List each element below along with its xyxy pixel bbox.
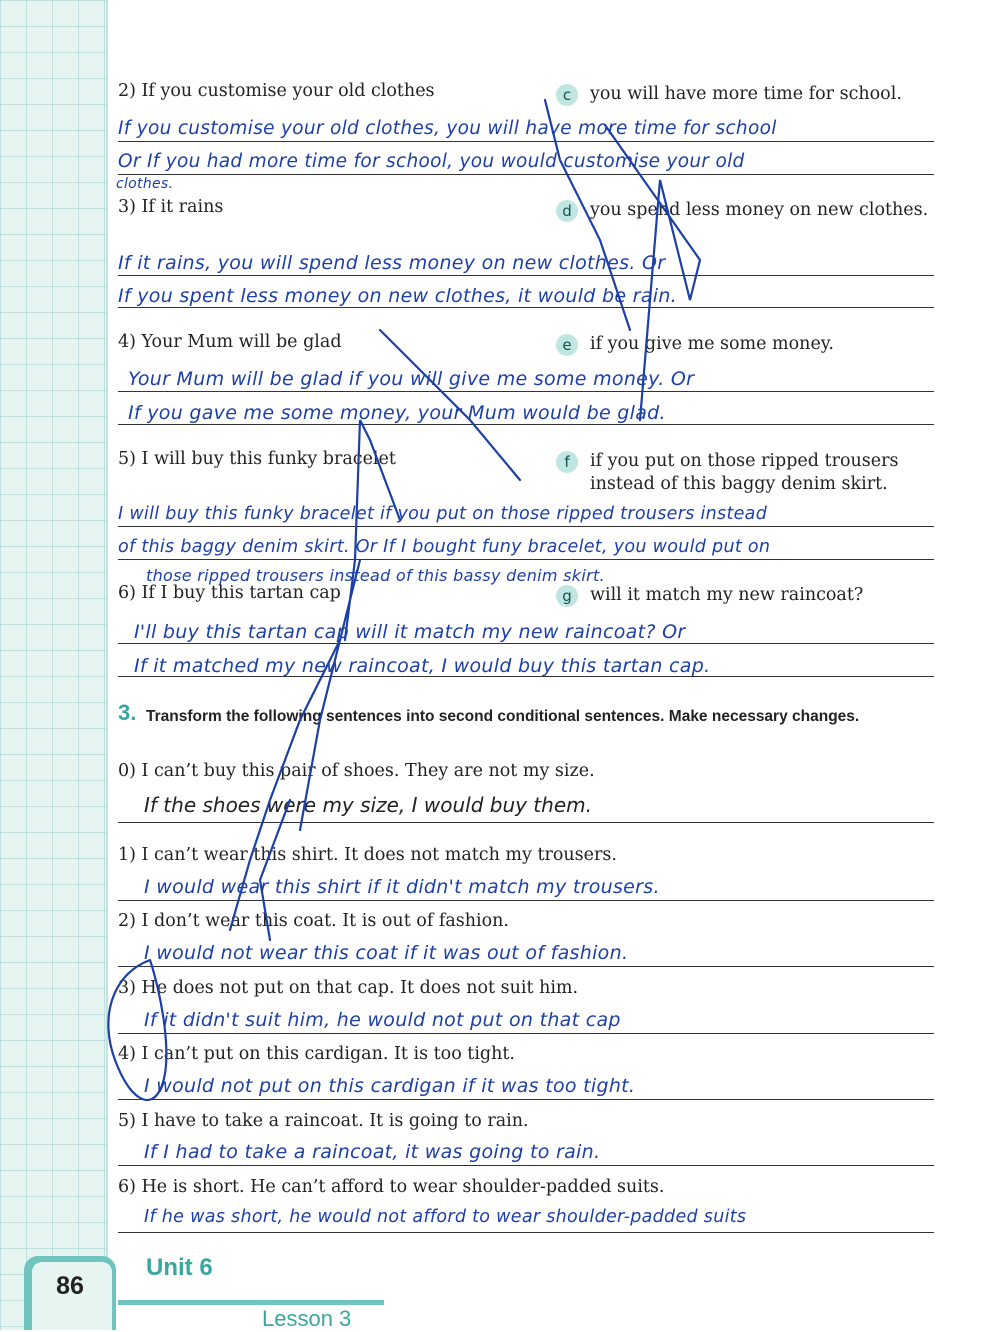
lesson-label: Lesson 3	[262, 1306, 352, 1331]
answer-rule	[118, 1165, 934, 1166]
handwritten-answer: Your Mum will be glad if you will give me some money. Or	[128, 368, 695, 390]
answer-rule	[118, 275, 934, 276]
handwritten-answer: of this baggy denim skirt. Or If I bought funy bracelet, you would put on	[118, 537, 771, 557]
handwritten-answer: Or If you had more time for school, you would customise your old	[118, 151, 745, 172]
option-e-badge: e	[556, 334, 578, 356]
option-d-text: you spend less money on new clothes.	[590, 200, 929, 220]
answer-rule	[118, 1033, 934, 1034]
task3-item-1-prompt: 1) I can’t wear this shirt. It does not match my trousers.	[118, 845, 617, 865]
handwritten-answer: I'll buy this tartan cap will it match my new raincoat? Or	[134, 621, 686, 643]
handwritten-answer: I will buy this funky bracelet if you put on those ripped trousers instead	[118, 504, 768, 524]
item-4-prompt: 4) Your Mum will be glad	[118, 332, 342, 352]
handwritten-answer: I would wear this shirt if it didn't match my trousers.	[144, 876, 660, 898]
option-c-badge: c	[556, 84, 578, 106]
item-3-prompt: 3) If it rains	[118, 197, 224, 217]
task3-item-4-prompt: 4) I can’t put on this cardigan. It is too tight.	[118, 1044, 515, 1064]
unit-divider	[118, 1300, 384, 1305]
answer-rule	[118, 1099, 934, 1100]
answer-rule	[118, 424, 934, 425]
item-2-prompt: 2) If you customise your old clothes	[118, 81, 435, 101]
handwritten-answer: If he was short, he would not afford to wear shoulder-padded suits	[144, 1207, 747, 1227]
example-answer: If the shoes were my size, I would buy them.	[144, 793, 592, 817]
task-number: 3.	[118, 700, 137, 725]
handwritten-answer: If you customise your old clothes, you will have more time for school	[118, 118, 777, 139]
option-d-badge: d	[556, 200, 578, 222]
item-6-prompt: 6) If I buy this tartan cap	[118, 583, 341, 603]
answer-rule	[118, 559, 934, 560]
handwritten-answer: those ripped trousers instead of this bassy denim skirt.	[146, 566, 605, 585]
option-f-badge: f	[556, 451, 578, 473]
answer-rule	[118, 966, 934, 967]
option-g-text: will it match my new raincoat?	[590, 585, 864, 605]
answer-rule	[118, 822, 934, 823]
handwritten-answer: If I had to take a raincoat, it was going to rain.	[144, 1141, 601, 1163]
page-number: 86	[56, 1272, 84, 1300]
answer-rule	[118, 900, 934, 901]
handwritten-answer: If you spent less money on new clothes, it would be rain.	[118, 285, 677, 307]
task3-item-6-prompt: 6) He is short. He can’t afford to wear shoulder-padded suits.	[118, 1177, 665, 1197]
handwritten-answer: If you gave me some money, your Mum would be glad.	[128, 402, 666, 424]
option-f-text: if you put on those ripped trousers instead of this baggy denim skirt.	[590, 451, 899, 494]
answer-rule	[118, 307, 934, 308]
handwritten-answer: I would not wear this coat if it was out of fashion.	[144, 942, 629, 964]
option-c-text: you will have more time for school.	[590, 84, 902, 104]
item-5-prompt: 5) I will buy this funky bracelet	[118, 449, 396, 469]
option-g-badge: g	[556, 585, 578, 607]
answer-rule	[118, 1232, 934, 1233]
answer-rule	[118, 174, 934, 175]
handwritten-answer: If it didn't suit him, he would not put on that cap	[144, 1009, 621, 1031]
task-instruction: Transform the following sentences into second conditional sentences. Make necessary changes.	[146, 708, 860, 725]
answer-rule	[118, 391, 934, 392]
handwritten-answer: clothes.	[116, 176, 174, 192]
answer-rule	[118, 526, 934, 527]
page-margin-grid	[0, 0, 108, 1330]
handwritten-answer: If it rains, you will spend less money on new clothes. Or	[118, 252, 666, 274]
example-prompt: 0) I can’t buy this pair of shoes. They are not my size.	[118, 761, 595, 781]
answer-rule	[118, 141, 934, 142]
unit-label: Unit 6	[146, 1254, 213, 1281]
option-e-text: if you give me some money.	[590, 334, 834, 354]
handwritten-answer: If it matched my new raincoat, I would buy this tartan cap.	[134, 655, 711, 677]
task3-item-2-prompt: 2) I don’t wear this coat. It is out of fashion.	[118, 911, 509, 931]
answer-rule	[118, 643, 934, 644]
task3-item-5-prompt: 5) I have to take a raincoat. It is going to rain.	[118, 1111, 529, 1131]
task3-item-3-prompt: 3) He does not put on that cap. It does not suit him.	[118, 978, 579, 998]
handwritten-answer: I would not put on this cardigan if it was too tight.	[144, 1075, 636, 1097]
